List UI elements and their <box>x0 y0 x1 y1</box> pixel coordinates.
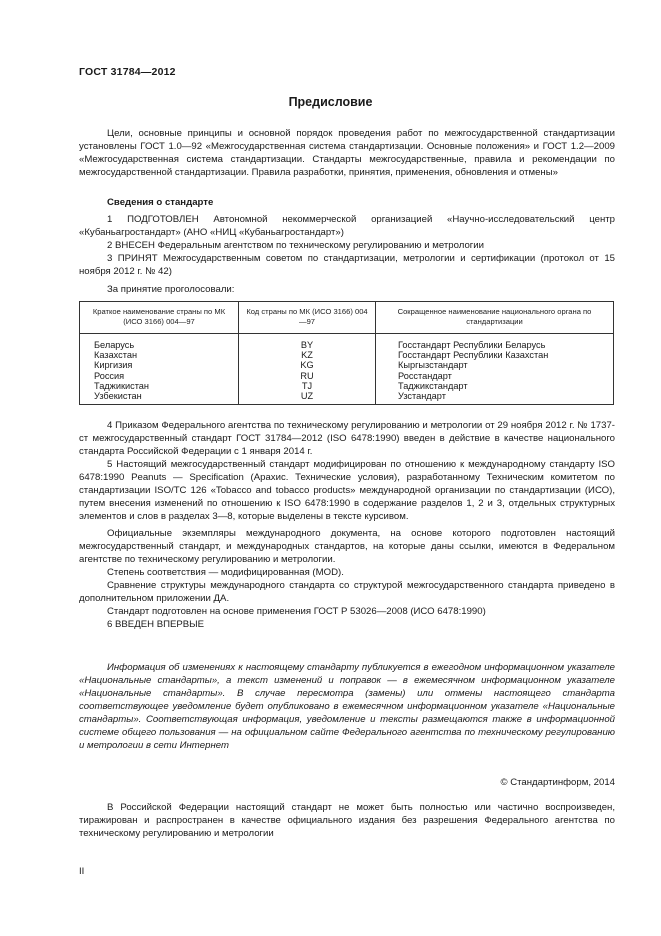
table-row <box>80 371 614 381</box>
table-cell-country: Казахстан <box>94 350 138 361</box>
about-standard-block <box>79 196 615 296</box>
table-row <box>80 381 614 391</box>
page-title: Предисловие <box>288 95 373 109</box>
table-cell-country: Беларусь <box>94 340 135 350</box>
table-cell-body: Росстандарт <box>376 371 614 381</box>
table-cell-code: UZ <box>239 391 376 405</box>
item-5: 5 Настоящий межгосударственный стандарт модифицирован по отношению к международному стандарту ISO 6478:1990 Peanuts — Specification (Арахис. Технические условия), разработанному Техническим комитетом по стандартизации ISO/TC 126 «Tobacco and tobacco products» международной организации по стандартизации (ИСО), путем внесения изменений по отношению к ISO 6478:1990 в содержание разделов 1, 2 и 3, отдельных структурных элементов и слов в разделах 3—8, которые выделены в тексте курсивом. <box>79 459 615 522</box>
table-header-row <box>80 302 614 334</box>
item-1: 1 ПОДГОТОВЛЕН Автономной некоммерческой организацией «Научно-исследовательский центр «Кубаньагростандарт» (АНО «НИЦ «Кубаньагростандарт») <box>79 214 615 238</box>
basis-paragraph: Стандарт подготовлен на основе применения ГОСТ Р 53026—2008 (ИСО 6478:1990) <box>107 606 486 617</box>
table-cell-country: Киргизия <box>94 360 133 371</box>
reproduction-block <box>79 801 615 840</box>
comparison-paragraph: Сравнение структуры международного стандарта со структурой межгосударственного стандарта приведено в дополнительном приложении ДА. <box>79 580 615 604</box>
item-6: 6 ВВЕДЕН ВПЕРВЫЕ <box>107 619 205 630</box>
vote-label: За принятие проголосовали: <box>107 284 235 295</box>
table-cell-code: KG <box>239 360 376 370</box>
section-heading: Сведения о стандарте <box>107 197 214 208</box>
table-cell-body: Госстандарт Республики Беларусь <box>376 334 614 351</box>
table-header-body: Сокращенное наименование национального органа по стандартизации <box>376 302 614 334</box>
intro-paragraph: Цели, основные принципы и основной порядок проведения работ по межгосударственной стандартизации установлены ГОСТ 1.0—92 «Межгосударственная система стандартизации. Основные положения» и ГОСТ 1.2—2009 «Межгосударственная система стандартизации. Стандарты межгосударственные, правила и рекомендации по межгосударственной стандартизации. Правила разработки, принятия, применения, обновления и отмены» <box>79 128 615 178</box>
table-cell-country: Россия <box>94 370 125 381</box>
table-cell-body: Кыргызстандарт <box>376 360 614 370</box>
copies-paragraph: Официальные экземпляры международного документа, на основе которого подготовлен настоящий межгосударственный стандарт, и международных стандартов, на которые даны ссылки, имеются в Федеральном агентстве по техническому регулированию и метрологии. <box>79 528 615 565</box>
table-cell-body: Узстандарт <box>376 391 614 405</box>
copyright-line: © Стандартинформ, 2014 <box>500 777 615 788</box>
table-header-code: Код страны по МК (ИСО 3166) 004—97 <box>239 302 376 334</box>
table-cell-code: KZ <box>239 350 376 360</box>
table-cell-code: BY <box>239 334 376 351</box>
table-cell-country: Узбекистан <box>94 391 142 402</box>
reproduction-notice: В Российской Федерации настоящий стандарт не может быть полностью или частично воспроизведен, тиражирован и распространен в качестве официального издания без разрешения Федерального агентства по техническому регулированию и метрологии <box>79 802 615 839</box>
item-4: 4 Приказом Федерального агентства по техническому регулированию и метрологии от 29 ноября 2012 г. № 1737-ст межгосударственный стандарт ГОСТ 31784—2012 (ISO 6478:1990) введен в действие в качестве национального стандарта Российской Федерации с 1 января 2014 г. <box>79 420 615 457</box>
document-id-header: ГОСТ 31784—2012 <box>79 66 176 78</box>
adoption-block <box>79 419 615 631</box>
degree-paragraph: Степень соответствия — модифицированная (MOD). <box>107 567 344 578</box>
item-2: 2 ВНЕСЕН Федеральным агентством по техническому регулированию и метрологии <box>107 240 485 251</box>
table-cell-code: RU <box>239 371 376 381</box>
table-row <box>80 334 614 351</box>
table-row <box>80 350 614 360</box>
table-row <box>80 360 614 370</box>
intro-block <box>79 127 615 179</box>
voting-table <box>79 301 614 405</box>
table-header-country: Краткое наименование страны по МК (ИСО 3166) 004—97 <box>80 302 239 334</box>
table-cell-country: Таджикистан <box>94 380 149 391</box>
table-cell-code: TJ <box>239 381 376 391</box>
page-number: II <box>79 866 85 877</box>
table-cell-body: Таджикстандарт <box>376 381 614 391</box>
info-notice-block <box>79 661 615 752</box>
table-row <box>80 391 614 405</box>
table-cell-body: Госстандарт Республики Казахстан <box>376 350 614 360</box>
item-3: 3 ПРИНЯТ Межгосударственным советом по стандартизации, метрологии и сертификации (протокол от 15 ноября 2012 г. № 42) <box>79 253 615 277</box>
info-notice: Информация об изменениях к настоящему стандарту публикуется в ежегодном информационном указателе «Национальные стандарты», а текст изменений и поправок — в ежемесячном информационном указателе «Национальные стандарты». В случае пересмотра (замены) или отмены настоящего стандарта соответствующее уведомление будет опубликовано в ежемесячном информационном указателе «Национальные стандарты». Соответствующая информация, уведомление и тексты размещаются также в информационной системе общего пользования — на официальном сайте Федерального агентства по техническому регулированию и метрологии в сети Интернет <box>79 662 615 751</box>
